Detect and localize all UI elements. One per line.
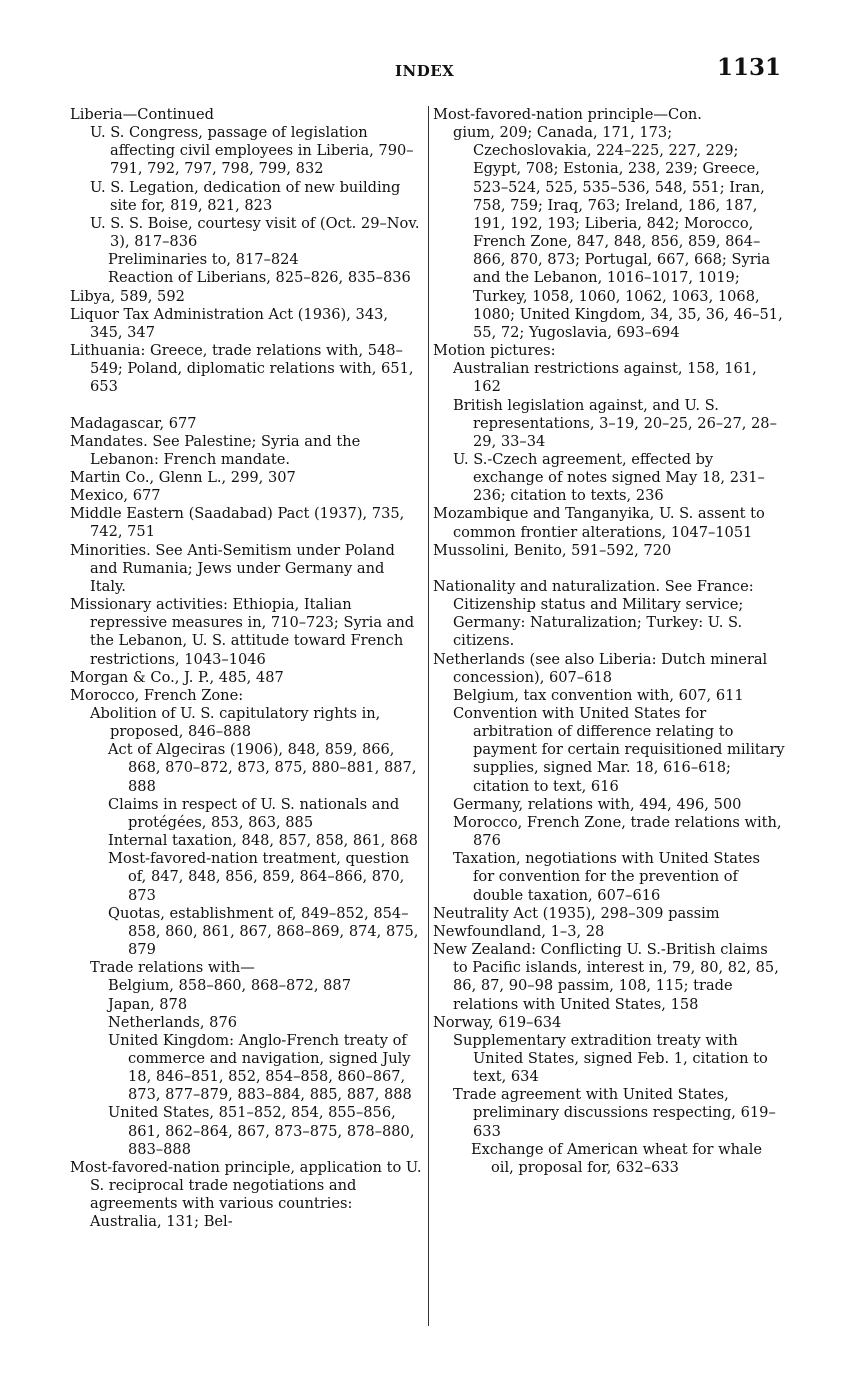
index-subentry: U. S. Congress, passage of legislation affecting civil employees in Liberia, 790–791, 792, 797, 798, 799, 832: [90, 124, 414, 178]
index-entry: Morgan & Co., J. P., 485, 487: [70, 668, 284, 686]
index-subentry: Convention with United States for arbitration of difference relating to payment for certain requisitioned military supplies, signed Mar. 18, 616–618; citation to text, 616: [453, 705, 785, 795]
index-entry: Libya, 589, 592: [70, 287, 185, 305]
index-entry: Netherlands (see also Liberia: Dutch mineral concession), 607–618: [433, 650, 768, 686]
running-title: INDEX: [395, 62, 455, 80]
index-subentry: U. S. Legation, dedication of new building site for, 819, 821, 823: [90, 178, 401, 214]
index-subentry: Abolition of U. S. capitulatory rights in, proposed, 846–888: [90, 705, 381, 741]
index-subentry: Exchange of American wheat for whale oil, proposal for, 632–633: [471, 1140, 762, 1176]
index-subentry: United Kingdom: Anglo-French treaty of commerce and navigation, signed July 18, 846–851, 852, 854–858, 860–867, 873, 877–879, 883–884, 885, 887, 888: [108, 1031, 412, 1104]
index-subentry: Belgium, 858–860, 868–872, 887: [108, 977, 351, 995]
page-header: [0, 52, 857, 92]
index-entry: Liquor Tax Administration Act (1936), 343, 345, 347: [70, 305, 389, 341]
index-subentry: U. S.-Czech agreement, effected by exchange of notes signed May 18, 231–236; citation to texts, 236: [453, 450, 765, 505]
index-entry: Martin Co., Glenn L., 299, 307: [70, 468, 296, 486]
index-subentry: Act of Algeciras (1906), 848, 859, 866, 868, 870–872, 873, 875, 880–881, 887, 888: [108, 741, 417, 795]
index-subentry: Netherlands, 876: [108, 1013, 238, 1031]
index-entry: Mexico, 677: [70, 487, 161, 505]
index-entry: New Zealand: Conflicting U. S.-British claims to Pacific islands, interest in, 79, 80, 82, 85, 86, 87, 90–98 passim, 108, 115; trade relations with United States, 158: [433, 941, 779, 1013]
index-subentry: gium, 209; Canada, 171, 173; Czechoslovakia, 224–225, 227, 229; Egypt, 708; Estonia, 238, 239; Greece, 523–524, 525, 535–536, 548, 551; Iran, 758, 759; Iraq, 763; Ireland, 186, 187, 191, 192, 193; Liberia, 842; Morocco, French Zone, 847, 848, 856, 859, 864–866, 870, 873; Portugal, 667, 668; Syria and the Lebanon, 1016–1017, 1019; Turkey, 1058, 1060, 1062, 1063, 1068, 1080; United Kingdom, 34, 35, 36, 46–51, 55, 72; Yugoslavia, 693–694: [453, 124, 783, 341]
index-entry: Mandates. See Palestine; Syria and the Lebanon: French mandate.: [70, 432, 361, 468]
index-subentry: Supplementary extradition treaty with United States, signed Feb. 1, citation to text, 634: [453, 1031, 768, 1086]
index-subentry: Quotas, establishment of, 849–852, 854–858, 860, 861, 867, 868–869, 874, 875, 879: [108, 904, 419, 959]
index-entry: Most-favored-nation principle—Con.: [433, 106, 702, 123]
index-subentry: Japan, 878: [108, 995, 188, 1013]
left-column: [70, 106, 422, 1232]
index-entry: Middle Eastern (Saadabad) Pact (1937), 735, 742, 751: [70, 505, 405, 541]
index-entry: Morocco, French Zone:: [70, 686, 244, 704]
index-entry: Most-favored-nation principle, application to U. S. reciprocal trade negotiations and agreements with various countries: Australia, 131; Bel-: [70, 1158, 422, 1231]
index-entry: Motion pictures:: [433, 342, 556, 360]
index-subentry: United States, 851–852, 854, 855–856, 861, 862–864, 867, 873–875, 878–880, 883–888: [108, 1104, 415, 1158]
index-entry: Madagascar, 677: [70, 414, 197, 432]
index-subentry: Reaction of Liberians, 825–826, 835–836: [108, 269, 411, 287]
index-subentry: Australian restrictions against, 158, 161, 162: [453, 360, 757, 396]
index-entry: Nationality and naturalization. See France: Citizenship status and Military service; Germany: Naturalization; Turkey: U. S. citizens.: [433, 577, 754, 650]
index-subentry: Preliminaries to, 817–824: [108, 251, 299, 269]
index-entry: Neutrality Act (1935), 298–309 passim: [433, 904, 720, 922]
right-column: [433, 106, 785, 1177]
index-subentry: Claims in respect of U. S. nationals and protégées, 853, 863, 885: [108, 795, 400, 831]
index-entry: Mussolini, Benito, 591–592, 720: [433, 541, 672, 559]
index-subentry: Most-favored-nation treatment, question of, 847, 848, 856, 859, 864–866, 870, 873: [108, 850, 410, 904]
index-subentry: U. S. S. Boise, courtesy visit of (Oct. 29–Nov. 3), 817–836: [90, 214, 420, 251]
index-subentry: British legislation against, and U. S. representations, 3–19, 20–25, 26–27, 28–29, 33–34: [453, 396, 777, 450]
index-entry: Liberia—Continued: [70, 106, 214, 123]
section-gap: [70, 397, 422, 415]
index-entry: Norway, 619–634: [433, 1013, 562, 1031]
index-entry: Mozambique and Tanganyika, U. S. assent to common frontier alterations, 1047–1051: [433, 505, 765, 541]
index-subentry: Morocco, French Zone, trade relations with, 876: [453, 813, 782, 850]
page-number: 1131: [716, 54, 781, 81]
index-entry: Lithuania: Greece, trade relations with, 548–549; Poland, diplomatic relations with, 651, 653: [70, 342, 414, 396]
index-subentry: Internal taxation, 848, 857, 858, 861, 868: [108, 832, 418, 850]
index-subentry: Taxation, negotiations with United States for convention for the prevention of double taxation, 607–616: [453, 850, 760, 904]
index-subentry: Trade agreement with United States, preliminary discussions respecting, 619–633: [453, 1086, 776, 1140]
index-subentry: Belgium, tax convention with, 607, 611: [453, 686, 744, 704]
index-subentry: Trade relations with—: [90, 959, 255, 977]
index-entry: Newfoundland, 1–3, 28: [433, 922, 605, 940]
index-entry: Missionary activities: Ethiopia, Italian repressive measures in, 710–723; Syria and the Lebanon, U. S. attitude toward French restrictions, 1043–1046: [70, 596, 415, 668]
index-subentry: Germany, relations with, 494, 496, 500: [453, 795, 742, 813]
column-divider: [428, 106, 429, 1326]
section-gap: [433, 560, 785, 578]
index-entry: Minorities. See Anti-Semitism under Poland and Rumania; Jews under Germany and Italy.: [70, 541, 395, 595]
